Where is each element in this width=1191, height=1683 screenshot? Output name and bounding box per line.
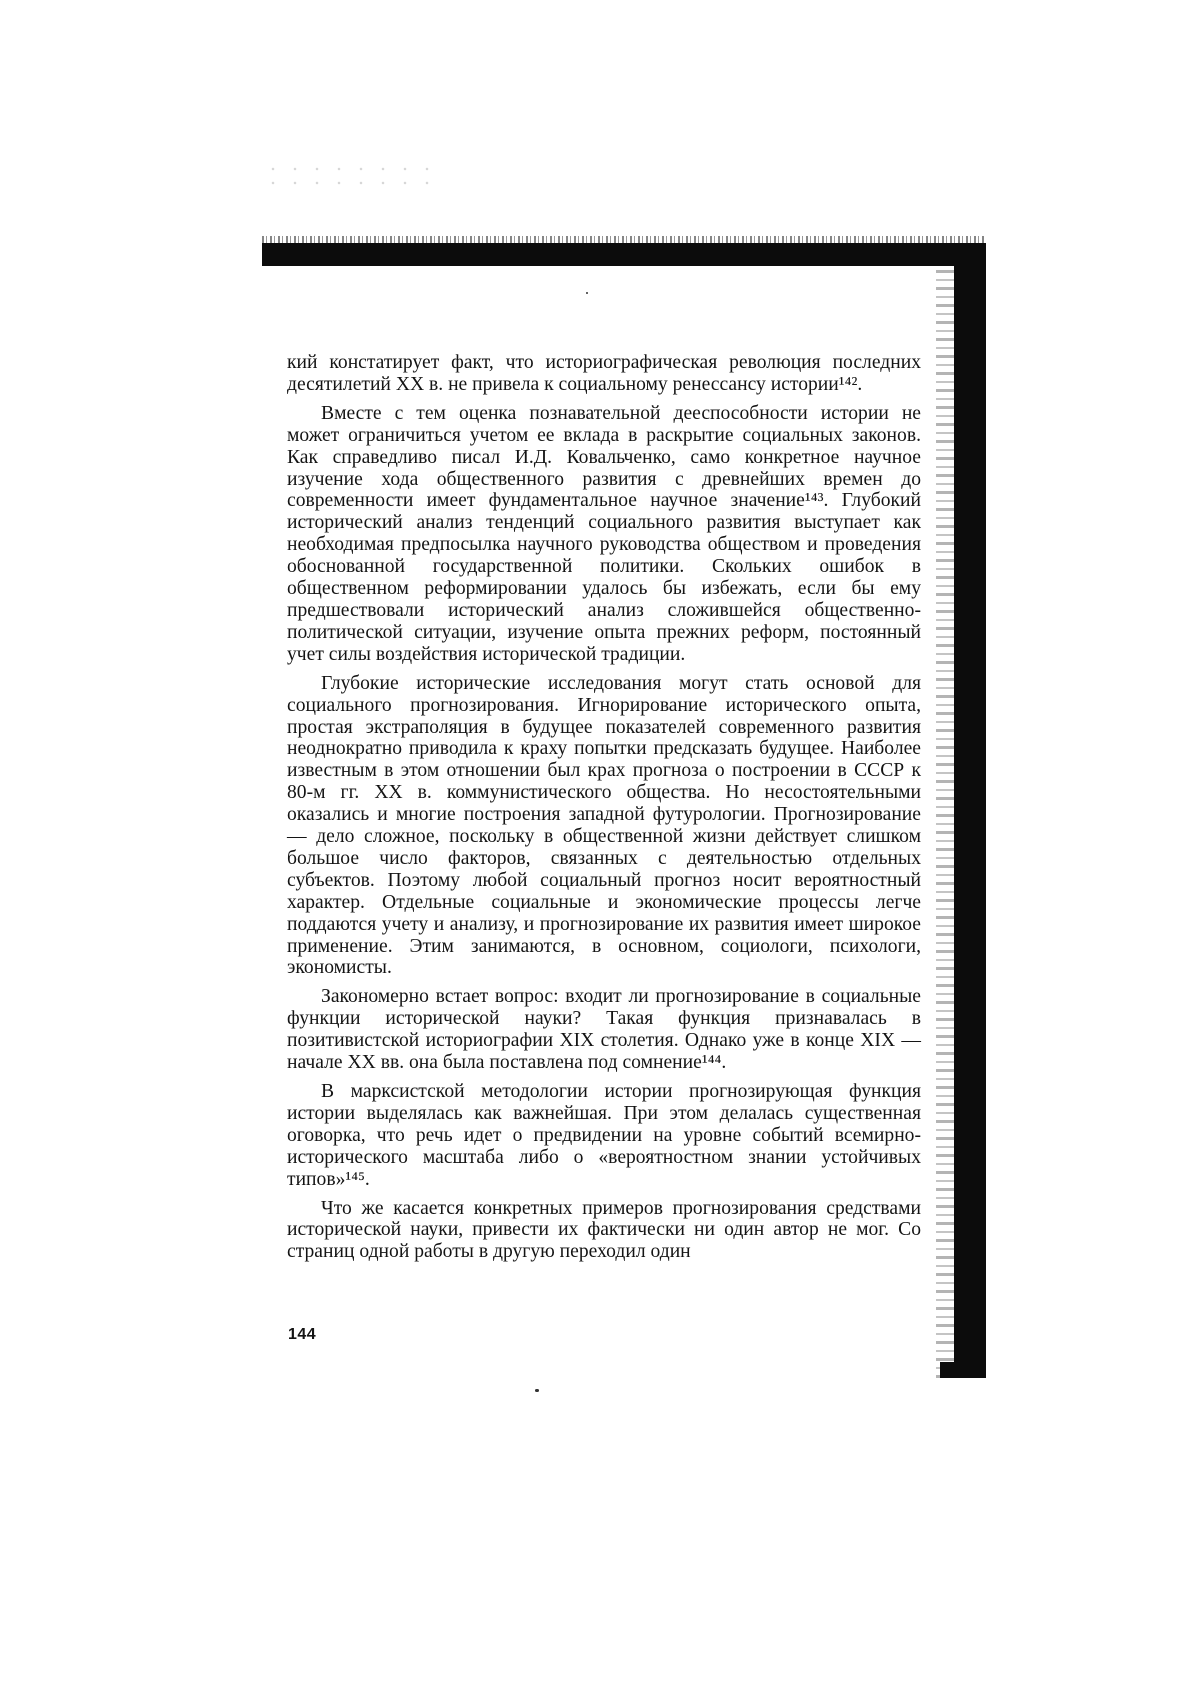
top-edge-shadow (262, 243, 986, 266)
paragraph: Вместе с тем оценка познавательной дееспособности истории не может ограничиться учетом ее вклада в раскрытие социальных законов. Как справедливо писал И.Д. Ковальченко, само конкретное научное изучение хода общественного развития с древнейших времен до современности имеет фундаментальное научное значение¹⁴³. Глубокий исторический анализ тенденций социального развития выступает как необходимая предпосылка научного руководства обществом и проведения обоснованной государственной политики. Скольких ошибок в общественном реформировании удалось бы избежать, если бы ему предшествовали исторический анализ сложившейся общественно-политической ситуации, изучение опыта прежних реформ, постоянный учет силы воздействия исторической традиции. (287, 402, 921, 665)
paragraph: кий констатирует факт, что историографическая революция последних десятилетий XX в. не привела к социальному ренессансу истории¹⁴². (287, 352, 921, 395)
page-number: 144 (288, 1326, 317, 1343)
paragraph: Закономерно встает вопрос: входит ли прогнозирование в социальные функции исторической науки? Такая функция признавалась в позитивистской историографии XIX столетия. Однако уже в конце XIX — начале XX вв. она была поставлена под сомнение¹⁴⁴. (287, 986, 921, 1074)
bottom-edge-shadow (940, 1362, 986, 1378)
stray-mark (535, 1389, 539, 1392)
body-text (287, 352, 921, 1270)
paragraph: В марксистской методологии истории прогнозирующая функция истории выделялась как важнейшая. При этом делалась существенная оговорка, что речь идет о предвидении на уровне событий всемирно-исторического масштаба либо о «вероятностном знании устойчивых типов»¹⁴⁵. (287, 1081, 921, 1190)
paragraph: Глубокие исторические исследования могут стать основой для социального прогнозирования. Игнорирование исторического опыта, простая экстраполяция в будущее показателей современного развития неоднократно приводила к краху попытки предсказать будущее. Наиболее известным в этом отношении был крах прогноза о построении в СССР к 80-м гг. XX в. коммунистического общества. Но несостоятельными оказались и многие построения западной футурологии. Прогнозирование — дело сложное, поскольку в общественной жизни действует слишком большое число факторов, связанных с деятельностью отдельных субъектов. Поэтому любой социальный прогноз носит вероятностный характер. Отдельные социальные и экономические процессы легче поддаются учету и анализу, и прогнозирование их развития имеет широкое применение. Этим занимаются, в основном, социологи, психологи, экономисты. (287, 672, 921, 979)
right-edge-shadow (954, 243, 986, 1378)
right-edge-noise (936, 270, 956, 1378)
paragraph: Что же касается конкретных примеров прогнозирования средствами исторической науки, привести их фактически ни один автор не мог. Со страниц одной работы в другую переходил один (287, 1197, 921, 1263)
scan-specks (262, 162, 442, 192)
stray-mark (586, 292, 588, 294)
